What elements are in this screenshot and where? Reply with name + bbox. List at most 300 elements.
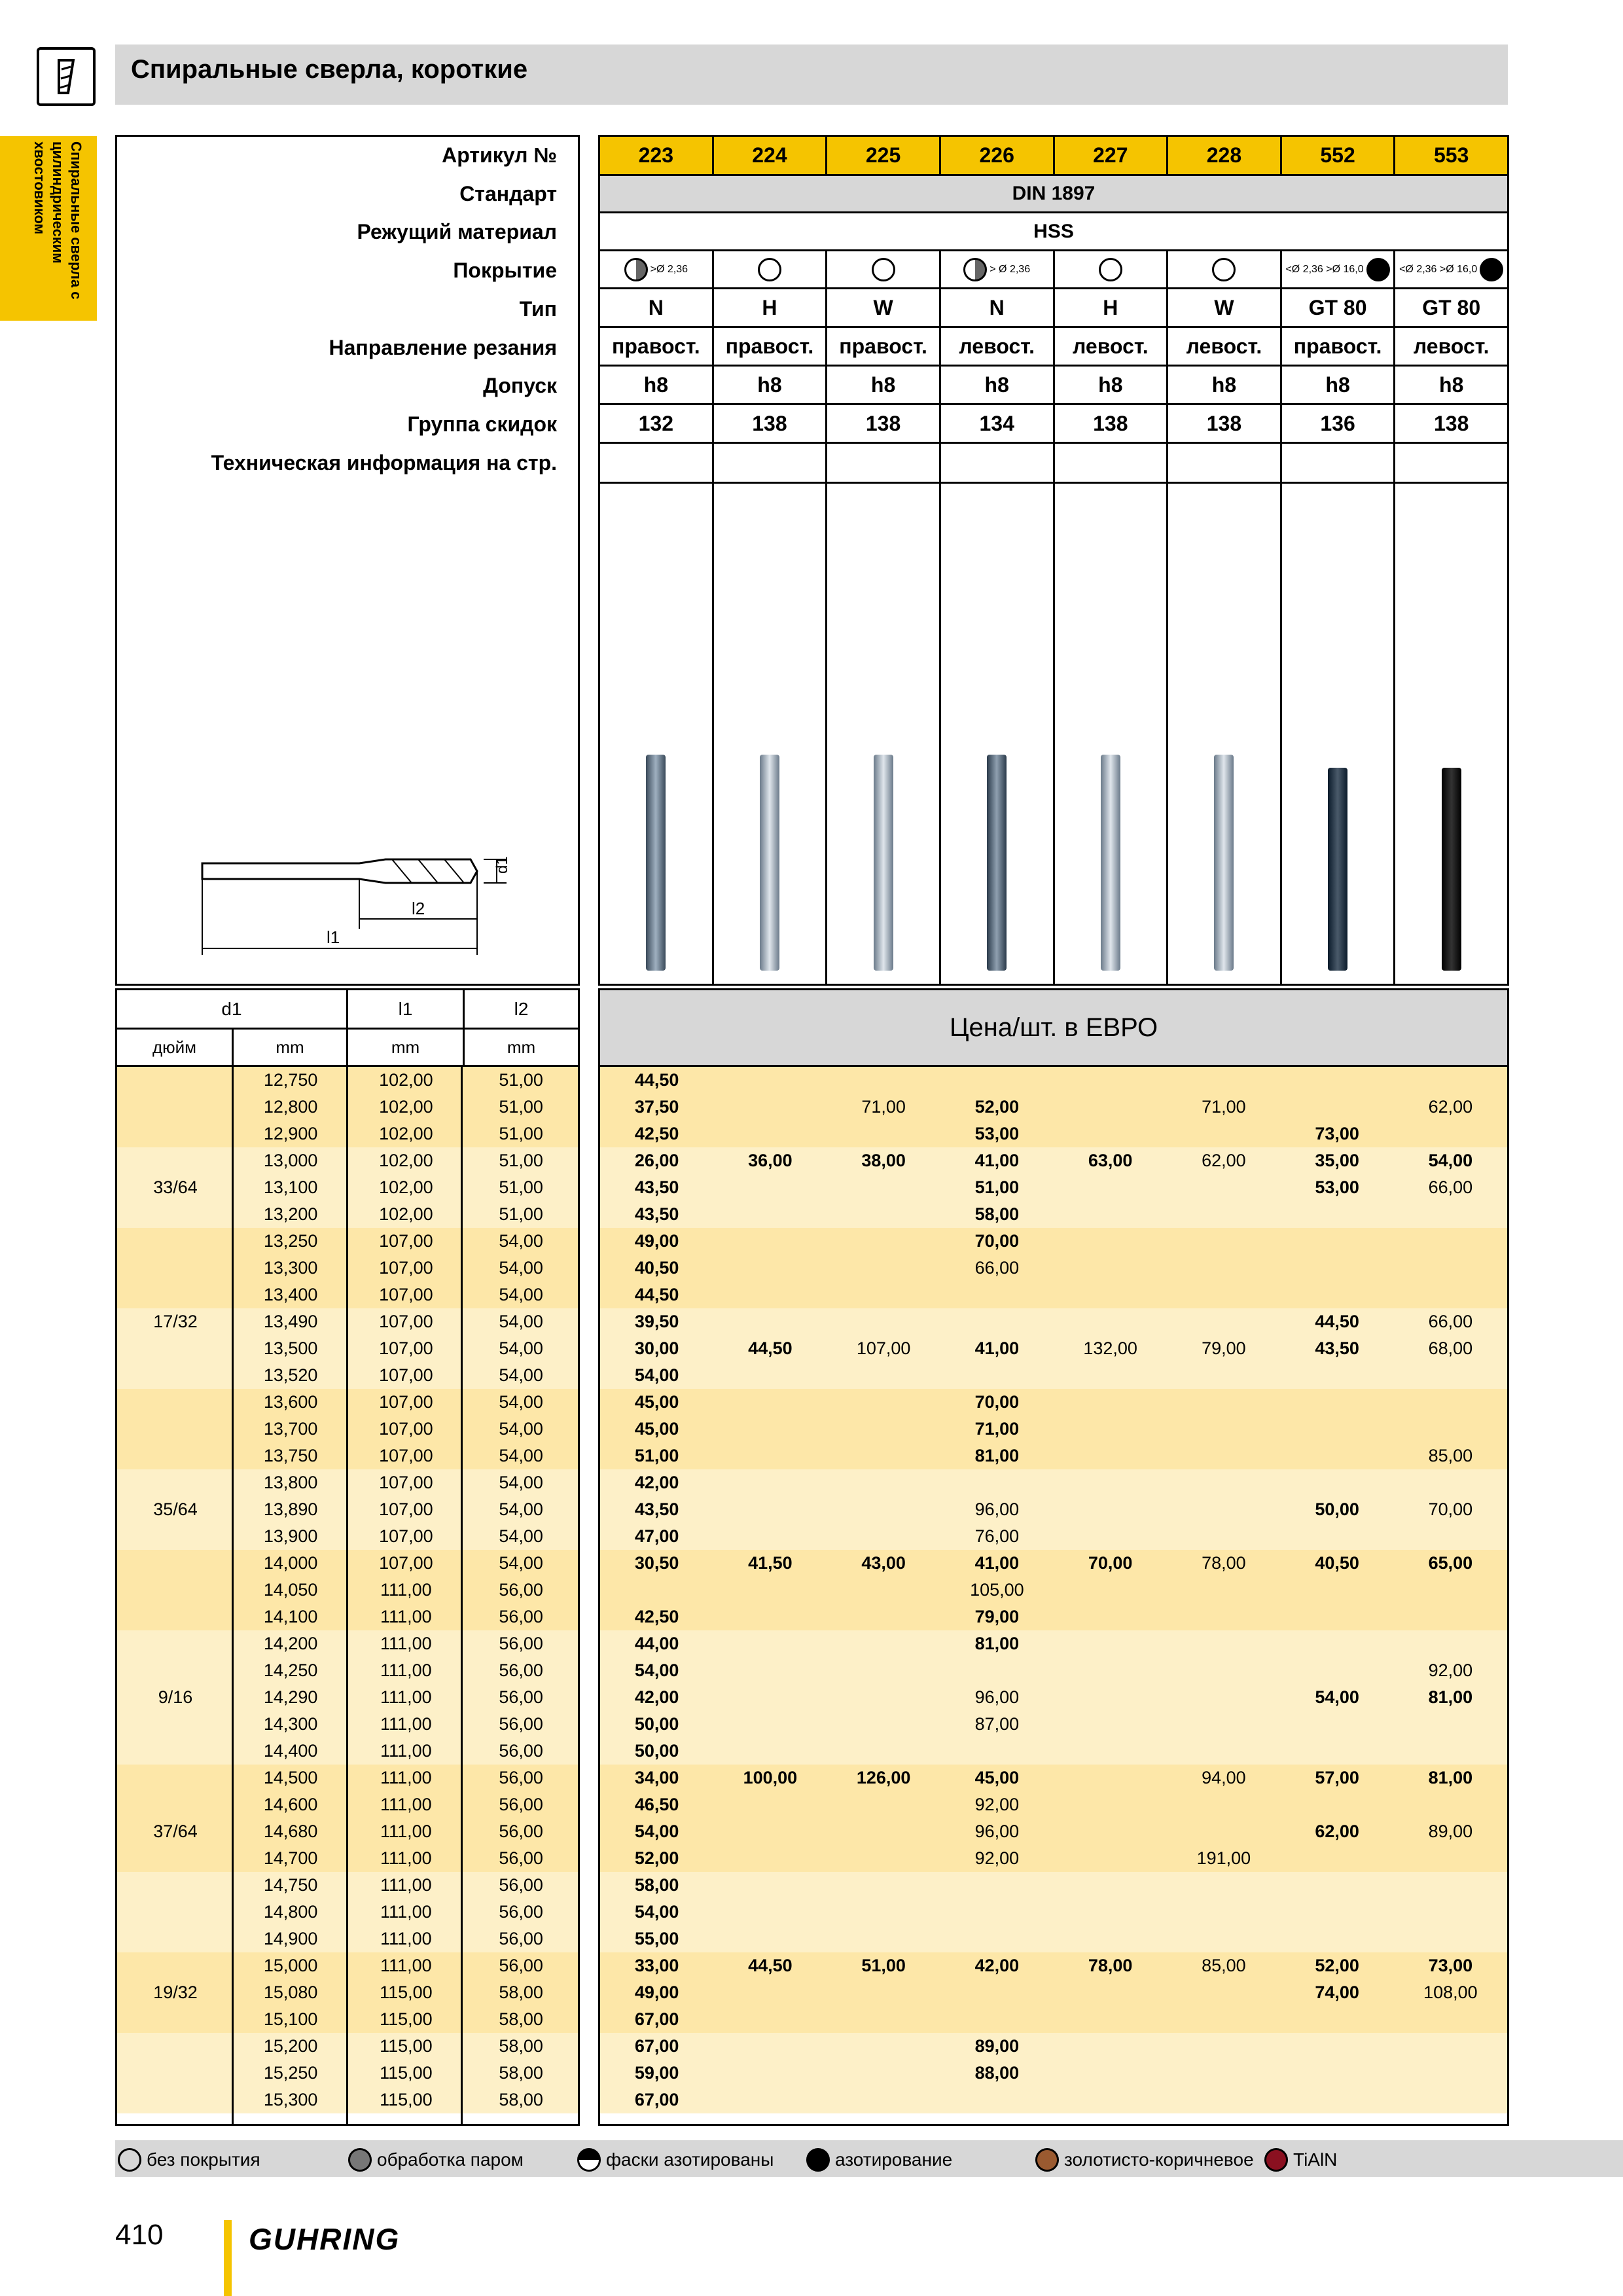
inch-cell xyxy=(117,1738,234,1765)
drill-image-cell xyxy=(714,484,828,984)
tolerance-cell: h8 xyxy=(941,367,1055,403)
price-cell: 70,00 xyxy=(974,1392,1020,1412)
footer-accent xyxy=(224,2220,232,2296)
price-cell xyxy=(1167,1523,1280,1550)
price-cell: 37,50 xyxy=(634,1097,679,1117)
price-cell xyxy=(1054,1791,1167,1818)
article-cell: 552 xyxy=(1282,137,1396,174)
price-cell: 67,00 xyxy=(634,2009,679,2029)
price-cell xyxy=(940,2006,1054,2033)
drill-image-cell xyxy=(600,484,714,984)
price-cell: 51,00 xyxy=(634,1446,679,1465)
drill-images-row xyxy=(600,484,1507,984)
price-cell xyxy=(1054,1926,1167,1952)
l2-cell: 56,00 xyxy=(499,1687,543,1707)
d1-cell: 12,900 xyxy=(263,1124,318,1143)
price-cell: 33,00 xyxy=(634,1956,679,1975)
table-row xyxy=(600,1550,1507,1577)
price-cell: 96,00 xyxy=(974,1687,1020,1707)
article-cell: 224 xyxy=(714,137,828,174)
price-cell xyxy=(1394,2033,1507,2060)
table-row xyxy=(600,1174,1507,1201)
d1-cell: 14,600 xyxy=(263,1795,318,1814)
price-cell xyxy=(1281,1630,1394,1657)
inch-cell xyxy=(117,1389,234,1416)
label-direction: Направление резания xyxy=(329,336,557,359)
inch-cell xyxy=(117,1282,234,1308)
price-cell xyxy=(1054,1818,1167,1845)
price-cell xyxy=(827,1818,940,1845)
l2-cell: 56,00 xyxy=(499,1660,543,1680)
table-row xyxy=(600,1443,1507,1469)
inch-cell xyxy=(117,1711,234,1738)
price-cell: 70,00 xyxy=(974,1231,1020,1251)
price-cell xyxy=(827,1362,940,1389)
l2-cell: 56,00 xyxy=(499,1956,543,1975)
price-cell: 58,00 xyxy=(974,1204,1020,1224)
l2-label: l2 xyxy=(412,899,425,918)
inch-cell xyxy=(117,1899,234,1926)
price-cell xyxy=(1281,1362,1394,1389)
tolerance-row xyxy=(600,367,1507,405)
price-cell xyxy=(827,1604,940,1630)
discount-cell: 138 xyxy=(1433,411,1469,435)
price-cell: 44,50 xyxy=(634,1070,679,1090)
d1-cell: 14,500 xyxy=(263,1768,318,1787)
price-cell: 76,00 xyxy=(974,1526,1020,1546)
price-cell: 50,00 xyxy=(634,1741,679,1761)
price-cell: 40,50 xyxy=(1315,1553,1359,1573)
price-cell: 41,00 xyxy=(974,1338,1020,1358)
techinfo-cell xyxy=(1168,444,1282,482)
d1-header: d1 xyxy=(117,990,348,1030)
table-row xyxy=(600,1282,1507,1308)
price-cell xyxy=(1167,1469,1280,1496)
price-cell xyxy=(827,1469,940,1496)
d1-cell: 15,250 xyxy=(263,2063,318,2083)
price-cell xyxy=(827,1416,940,1443)
inch-cell xyxy=(117,2087,234,2113)
price-cell xyxy=(1167,1899,1280,1926)
price-cell: 42,50 xyxy=(634,1607,679,1626)
d1-cell: 15,000 xyxy=(263,1956,318,1975)
price-cell xyxy=(1394,1711,1507,1738)
price-cell: 42,00 xyxy=(634,1473,679,1492)
price-cell xyxy=(1054,1738,1167,1765)
price-cell xyxy=(940,1067,1054,1094)
table-row xyxy=(600,1362,1507,1389)
l1-cell: 102,00 xyxy=(379,1151,433,1170)
l2-cell: 56,00 xyxy=(499,1714,543,1734)
price-cell xyxy=(1281,1577,1394,1604)
price-cell: 66,00 xyxy=(1428,1312,1473,1331)
no-coating-icon xyxy=(1212,258,1236,281)
price-cell xyxy=(1281,1738,1394,1765)
d1-cell: 12,750 xyxy=(263,1070,318,1090)
l1-cell: 107,00 xyxy=(379,1285,433,1304)
price-cell xyxy=(1281,2060,1394,2087)
l1-cell: 111,00 xyxy=(380,1607,432,1626)
legend-item: азотирование xyxy=(806,2148,952,2172)
table-row xyxy=(600,1604,1507,1630)
price-cell xyxy=(827,1926,940,1952)
price-cell xyxy=(827,1121,940,1147)
price-cell xyxy=(1394,1630,1507,1657)
table-row xyxy=(600,1630,1507,1657)
price-cell: 42,50 xyxy=(634,1124,679,1143)
price-cell: 79,00 xyxy=(974,1607,1020,1626)
table-row xyxy=(600,1201,1507,1228)
price-cell xyxy=(1394,1791,1507,1818)
coating-cell: <Ø 2,36 >Ø 16,0 xyxy=(1395,251,1507,287)
price-cell: 66,00 xyxy=(1428,1177,1473,1197)
article-cell: 553 xyxy=(1433,143,1469,167)
price-cell xyxy=(827,1282,940,1308)
price-cell: 35,00 xyxy=(1315,1151,1359,1170)
price-cell: 49,00 xyxy=(634,1231,679,1251)
price-cell: 66,00 xyxy=(974,1258,1020,1278)
price-cell xyxy=(1394,1523,1507,1550)
price-cell xyxy=(713,1738,827,1765)
l2-cell: 56,00 xyxy=(499,1741,543,1761)
coating-row xyxy=(600,251,1507,289)
l1-cell: 115,00 xyxy=(380,2090,433,2109)
price-cell xyxy=(827,1443,940,1469)
price-cell: 45,00 xyxy=(974,1768,1020,1787)
price-cell xyxy=(1167,1577,1280,1604)
table-row xyxy=(600,1496,1507,1523)
l1-cell: 107,00 xyxy=(379,1231,433,1251)
nitrided-icon xyxy=(806,2148,830,2172)
inch-cell xyxy=(117,1872,234,1899)
price-cell xyxy=(1054,1282,1167,1308)
l2-cell: 56,00 xyxy=(499,1848,543,1868)
no-coating-icon xyxy=(758,258,781,281)
l1-cell: 102,00 xyxy=(379,1124,433,1143)
price-cell xyxy=(1394,1604,1507,1630)
price-cell: 81,00 xyxy=(1428,1768,1473,1787)
d1-cell: 14,200 xyxy=(263,1634,318,1653)
inch-cell xyxy=(117,1657,234,1684)
price-cell xyxy=(1167,1282,1280,1308)
table-row xyxy=(600,1845,1507,1872)
price-cell xyxy=(827,1174,940,1201)
price-cell xyxy=(1167,1684,1280,1711)
coating-cell: >Ø 2,36 xyxy=(600,251,714,287)
price-cell xyxy=(713,1362,827,1389)
d1-cell: 14,050 xyxy=(263,1580,318,1600)
l1-cell: 107,00 xyxy=(379,1365,433,1385)
drill-image xyxy=(1328,768,1347,971)
price-cell xyxy=(713,1496,827,1523)
price-cell: 62,00 xyxy=(1315,1821,1359,1841)
type-cell: N xyxy=(600,289,714,326)
price-cell xyxy=(1394,1469,1507,1496)
l2-cell: 54,00 xyxy=(499,1392,543,1412)
l1-cell: 107,00 xyxy=(379,1338,433,1358)
inch-cell xyxy=(117,1228,234,1255)
price-cell: 43,50 xyxy=(634,1204,679,1224)
price-cell xyxy=(1281,1604,1394,1630)
price-cell: 42,00 xyxy=(974,1956,1020,1975)
l2-cell: 56,00 xyxy=(499,1795,543,1814)
l2-cell: 54,00 xyxy=(499,1312,543,1331)
techinfo-cell xyxy=(1282,444,1396,482)
column-divider xyxy=(346,1067,348,2124)
l1-cell: 107,00 xyxy=(379,1312,433,1331)
page-title: Спиральные сверла, короткие xyxy=(131,55,528,84)
price-cell: 43,00 xyxy=(861,1553,906,1573)
price-cell: 54,00 xyxy=(1428,1151,1473,1170)
price-cell: 44,50 xyxy=(748,1956,793,1975)
l1-cell: 107,00 xyxy=(379,1446,433,1465)
tolerance-cell: h8 xyxy=(1055,367,1169,403)
price-cell xyxy=(1281,1791,1394,1818)
price-cell xyxy=(1394,1872,1507,1899)
price-cell xyxy=(1054,1228,1167,1255)
price-cell: 41,00 xyxy=(974,1553,1020,1573)
table-row xyxy=(600,1067,1507,1094)
price-cell xyxy=(827,1389,940,1416)
price-cell xyxy=(713,1416,827,1443)
price-cell: 62,00 xyxy=(1428,1097,1473,1117)
price-cell xyxy=(1394,2060,1507,2087)
brand-logo: GUHRING xyxy=(249,2222,401,2256)
price-cell: 132,00 xyxy=(1083,1338,1137,1358)
price-cell xyxy=(1167,1416,1280,1443)
price-cell xyxy=(827,2087,940,2113)
price-cell: 54,00 xyxy=(1315,1687,1359,1707)
price-cell xyxy=(1281,1711,1394,1738)
dimension-header xyxy=(115,988,580,1067)
l1-cell: 111,00 xyxy=(380,1687,432,1707)
price-cell xyxy=(1054,1765,1167,1791)
inch-cell xyxy=(117,1765,234,1791)
l1-cell: 102,00 xyxy=(379,1204,433,1224)
price-cell: 36,00 xyxy=(748,1151,793,1170)
tolerance-cell: h8 xyxy=(1439,372,1464,397)
l1-cell: 111,00 xyxy=(380,1929,432,1948)
price-cell xyxy=(1167,1604,1280,1630)
price-cell: 81,00 xyxy=(1428,1687,1473,1707)
price-cell xyxy=(713,1604,827,1630)
article-cell: 223 xyxy=(600,137,714,174)
l1-cell: 111,00 xyxy=(380,1660,432,1680)
price-cell xyxy=(1054,2006,1167,2033)
mm-header: mm xyxy=(507,1037,536,1057)
price-cell xyxy=(713,1979,827,2006)
price-cell: 105,00 xyxy=(970,1580,1024,1600)
table-row xyxy=(600,1979,1507,2006)
price-cell xyxy=(713,2060,827,2087)
side-tab-label: Спиральные сверла с цилиндрическим хвостовиком xyxy=(31,141,84,300)
price-cell xyxy=(1054,1845,1167,1872)
price-cell xyxy=(1054,1121,1167,1147)
l1-cell: 107,00 xyxy=(379,1473,433,1492)
price-cell: 54,00 xyxy=(634,1660,679,1680)
price-cell xyxy=(827,1872,940,1899)
price-cell: 54,00 xyxy=(634,1821,679,1841)
price-cell: 44,50 xyxy=(748,1338,793,1358)
price-cell: 51,00 xyxy=(974,1177,1020,1197)
drill-image-cell xyxy=(941,484,1055,984)
price-cell xyxy=(1054,1711,1167,1738)
direction-cell: левост. xyxy=(1413,334,1489,358)
d1-label: d1 xyxy=(493,856,511,874)
l2-header: l2 xyxy=(465,990,578,1030)
price-cell xyxy=(713,1308,827,1335)
discount-cell: 138 xyxy=(714,405,828,442)
inch-label: 35/64 xyxy=(153,1499,198,1519)
table-row xyxy=(600,1711,1507,1738)
inch-cell xyxy=(117,1469,234,1496)
price-cell: 89,00 xyxy=(974,2036,1020,2056)
price-cell: 62,00 xyxy=(1202,1151,1246,1170)
l2-cell: 51,00 xyxy=(499,1070,543,1090)
drill-image-cell xyxy=(1055,484,1169,984)
price-cell xyxy=(940,1926,1054,1952)
inch-cell xyxy=(117,1630,234,1657)
price-cell: 44,50 xyxy=(634,1285,679,1304)
no-coating-icon xyxy=(118,2148,141,2172)
price-cell xyxy=(940,1979,1054,2006)
price-cell xyxy=(713,1630,827,1657)
price-cell xyxy=(1394,1121,1507,1147)
price-cell xyxy=(1054,1684,1167,1711)
price-cell xyxy=(1054,2033,1167,2060)
l2-cell: 54,00 xyxy=(499,1258,543,1278)
inch-cell xyxy=(117,1791,234,1818)
price-cell: 39,50 xyxy=(634,1312,679,1331)
price-cell: 63,00 xyxy=(1088,1151,1133,1170)
table-row xyxy=(600,1738,1507,1765)
direction-row xyxy=(600,328,1507,367)
l2-cell: 54,00 xyxy=(499,1285,543,1304)
price-cell: 67,00 xyxy=(634,2036,679,2056)
price-cell: 59,00 xyxy=(634,2063,679,2083)
price-cell: 85,00 xyxy=(1428,1446,1473,1465)
price-cell: 126,00 xyxy=(856,1768,911,1787)
price-cell xyxy=(827,2060,940,2087)
price-cell xyxy=(713,1443,827,1469)
inch-cell xyxy=(117,1577,234,1604)
price-cell: 46,50 xyxy=(634,1795,679,1814)
d1-cell: 13,890 xyxy=(263,1499,318,1519)
l2-cell: 54,00 xyxy=(499,1499,543,1519)
price-cell xyxy=(1281,1523,1394,1550)
d1-cell: 14,900 xyxy=(263,1929,318,1948)
price-cell xyxy=(827,2033,940,2060)
price-cell xyxy=(1167,1201,1280,1228)
inch-cell xyxy=(117,1952,234,1979)
price-cell xyxy=(1167,2006,1280,2033)
direction-cell: правост. xyxy=(827,328,941,365)
inch-cell xyxy=(117,2033,234,2060)
coating-legend xyxy=(115,2140,1623,2177)
d1-cell: 13,490 xyxy=(263,1312,318,1331)
price-cell xyxy=(1281,1255,1394,1282)
direction-cell: правост. xyxy=(600,328,714,365)
l1-cell: 102,00 xyxy=(379,1070,433,1090)
l2-cell: 54,00 xyxy=(499,1473,543,1492)
l1-label: l1 xyxy=(327,927,340,947)
l2-cell: 56,00 xyxy=(499,1768,543,1787)
legend-item: фаски азотированы xyxy=(577,2148,774,2172)
price-cell: 54,00 xyxy=(634,1902,679,1922)
steam-icon xyxy=(348,2148,372,2172)
article-cell: 225 xyxy=(827,137,941,174)
l2-cell: 56,00 xyxy=(499,1821,543,1841)
table-row xyxy=(600,1255,1507,1282)
price-cell: 92,00 xyxy=(974,1848,1020,1868)
article-row xyxy=(600,137,1507,176)
table-row xyxy=(600,1791,1507,1818)
d1-cell: 15,200 xyxy=(263,2036,318,2056)
price-cell xyxy=(1167,1979,1280,2006)
price-cell: 54,00 xyxy=(634,1365,679,1385)
price-cell xyxy=(1054,1174,1167,1201)
price-cell xyxy=(827,1899,940,1926)
l2-cell: 54,00 xyxy=(499,1553,543,1573)
price-cell: 34,00 xyxy=(634,1768,679,1787)
l2-cell: 54,00 xyxy=(499,1365,543,1385)
price-cell xyxy=(940,1282,1054,1308)
l2-cell: 58,00 xyxy=(499,1982,543,2002)
label-techinfo: Техническая информация на стр. xyxy=(211,451,557,475)
price-cell xyxy=(713,1174,827,1201)
price-cell xyxy=(827,1201,940,1228)
price-cell xyxy=(1167,1630,1280,1657)
price-cell xyxy=(1394,1201,1507,1228)
l2-cell: 56,00 xyxy=(499,1929,543,1948)
drill-image xyxy=(760,755,779,971)
price-cell xyxy=(940,1738,1054,1765)
table-row xyxy=(600,1308,1507,1335)
mm-header: mm xyxy=(234,1030,348,1065)
price-cell xyxy=(1394,2087,1507,2113)
price-cell: 108,00 xyxy=(1423,1982,1478,2002)
price-cell xyxy=(1167,2060,1280,2087)
l1-cell: 111,00 xyxy=(380,1795,432,1814)
coating-cell xyxy=(1055,251,1169,287)
price-cell: 71,00 xyxy=(974,1419,1020,1439)
type-cell: H xyxy=(1055,289,1169,326)
price-cell xyxy=(1394,1416,1507,1443)
price-cell xyxy=(713,1282,827,1308)
price-cell xyxy=(1281,1872,1394,1899)
price-cell xyxy=(1054,1979,1167,2006)
price-cell: 51,00 xyxy=(861,1956,906,1975)
price-cell: 191,00 xyxy=(1196,1848,1251,1868)
price-cell xyxy=(827,1523,940,1550)
price-cell: 53,00 xyxy=(1315,1177,1359,1197)
price-cell xyxy=(1281,2006,1394,2033)
price-cell xyxy=(1054,1255,1167,1282)
legend-item: TiAlN xyxy=(1264,2148,1337,2172)
price-cell xyxy=(940,2087,1054,2113)
l1-cell: 111,00 xyxy=(380,1714,432,1734)
price-cell xyxy=(1167,1308,1280,1335)
no-coating-icon xyxy=(1099,258,1122,281)
price-cell: 73,00 xyxy=(1428,1956,1473,1975)
price-cell xyxy=(1394,1738,1507,1765)
price-cell: 45,00 xyxy=(634,1392,679,1412)
price-cell: 43,50 xyxy=(634,1499,679,1519)
l2-cell: 51,00 xyxy=(499,1124,543,1143)
l1-cell: 115,00 xyxy=(380,1982,433,2002)
drill-image-cell xyxy=(1168,484,1282,984)
l1-cell: 102,00 xyxy=(379,1097,433,1117)
